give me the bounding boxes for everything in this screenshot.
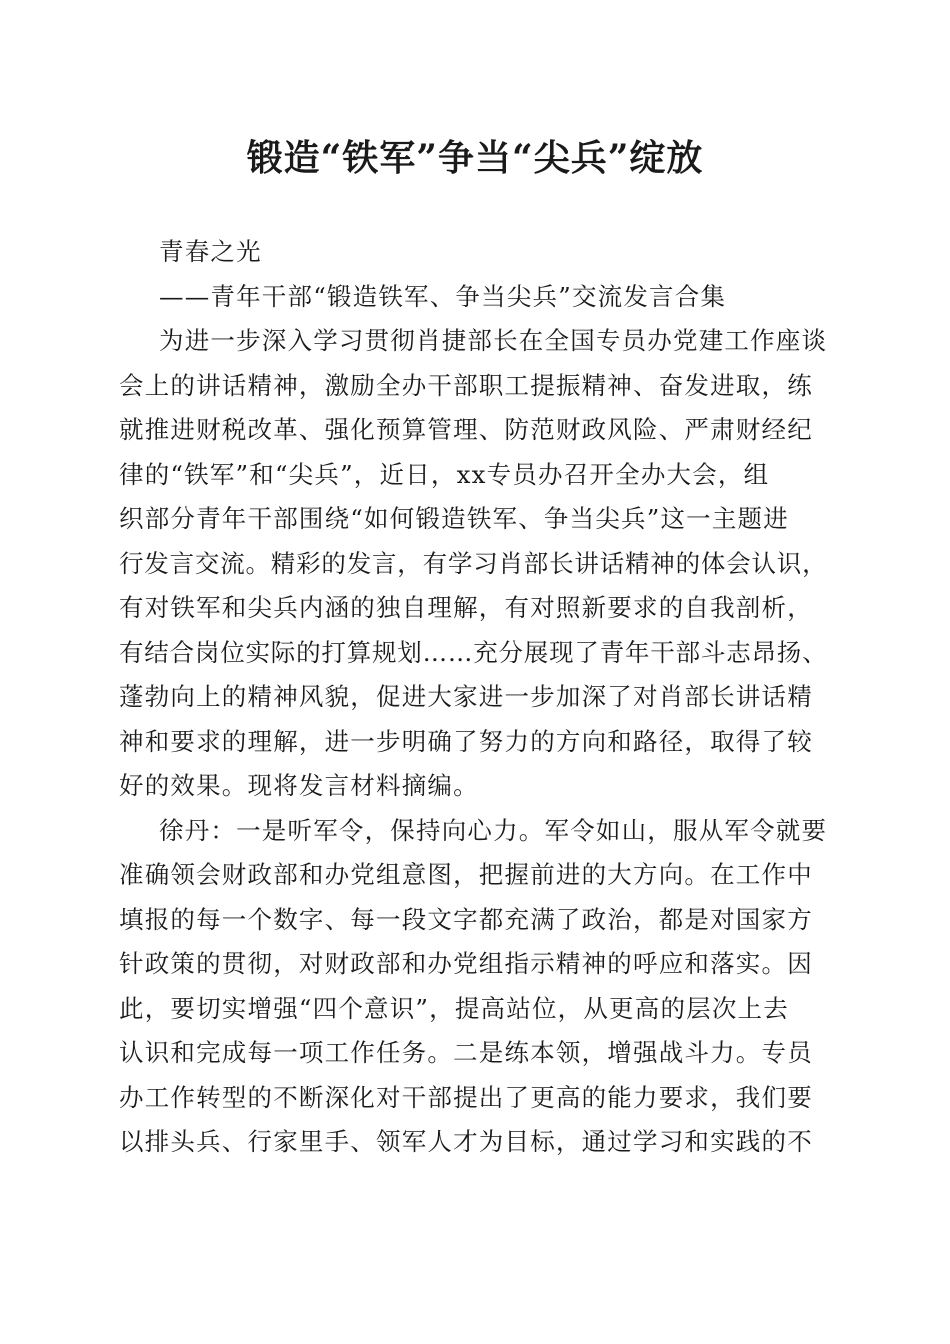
text-line: 针政策的贯彻，对财政部和办党组指示精神的呼应和落实。因: [119, 949, 813, 978]
text-line: 办工作转型的不断深化对干部提出了更高的能力要求，我们要: [119, 1082, 813, 1112]
document-title: 锻造“铁军”争当“尖兵”绽放: [246, 137, 704, 179]
text-line: 有结合岗位实际的打算规划……充分展现了青年干部斗志昂扬、: [119, 637, 828, 667]
text-line: 神和要求的理解，进一步明确了努力的方向和路径，取得了较: [119, 726, 813, 756]
text-line: 青春之光: [159, 237, 262, 266]
text-line: 织部分青年干部围绕“如何锻造铁军、争当尖兵”这一主题进: [119, 504, 789, 533]
text-line: 认识和完成每一项工作任务。二是练本领，增强战斗力。专员: [119, 1038, 813, 1067]
text-line: 填报的每一个数字、每一段文字都充满了政治，都是对国家方: [119, 904, 813, 934]
text-line: 为进一步深入学习贯彻肖捷部长在全国专员办党建工作座谈: [159, 326, 828, 355]
document-body: [119, 230, 831, 1165]
text-line: 徐丹：一是听军令，保持向心力。军令如山，服从军令就要: [159, 815, 828, 845]
text-line: 有对铁军和尖兵内涵的独自理解，有对照新要求的自我剖析，: [119, 593, 813, 622]
text-line: 行发言交流。精彩的发言，有学习肖部长讲话精神的体会认识，: [119, 548, 828, 578]
text-line: 就推进财税改革、强化预算管理、防范财政风险、严肃财经纪: [119, 415, 813, 444]
text-line: 以排头兵、行家里手、领军人才为目标，通过学习和实践的不: [119, 1127, 813, 1156]
text-line: 准确领会财政部和办党组意图，把握前进的大方向。在工作中: [119, 860, 813, 889]
text-line: 蓬勃向上的精神风貌，促进大家进一步加深了对肖部长讲话精: [119, 682, 813, 711]
text-line: 律的“铁军”和“尖兵”，近日，xx专员办召开全办大会，组: [119, 459, 770, 489]
text-line: 此，要切实增强“四个意识”，提高站位，从更高的层次上去: [119, 993, 789, 1023]
text-line: ——青年干部“锻造铁军、争当尖兵”交流发言合集: [159, 281, 727, 311]
text-line: 会上的讲话精神，激励全办干部职工提振精神、奋发进取，练: [119, 370, 813, 400]
text-line: 好的效果。现将发言材料摘编。: [119, 771, 479, 800]
